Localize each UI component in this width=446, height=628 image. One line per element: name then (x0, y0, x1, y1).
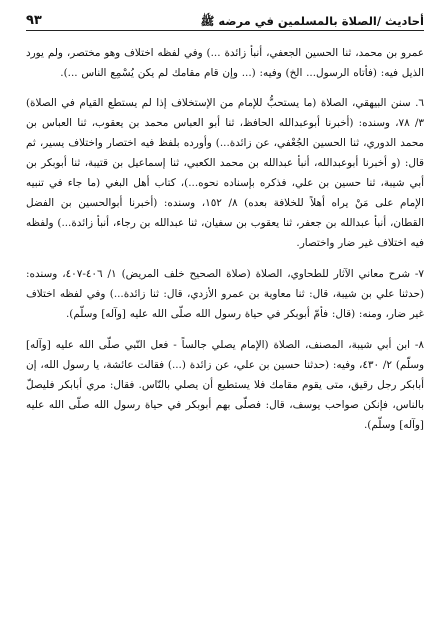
document-page (26, 8, 424, 620)
running-title: أحاديث /الصلاة بالمسلمين في مرضه ﷺ (200, 14, 424, 28)
paragraph-6-bayhaqi: ٦. سنن البيهقي، الصلاة (ما يستحبُّ للإمام من الإستخلاف إذا لم يستطع القيام في الصلاة) ٣/ ٧٨، وسنده: (أخبرنا أبوعبدالله الحافظ، ثنا أبو العباس محمد بن يعقوب، ثنا العباس بن محمد الدوري، ثنا الحسين الجُعْفي، عن زائدة...) وأورده بلفظ فيه اختصار واختلاف يسير، ثم قال: (و أخبرنا أبوعبدالله، أنبأ عبدالله بن محمد الكعبي، ثنا إسماعيل بن قتيبة، ثنا أبوبكر بن أبي شيبة، ثنا حسين بن علي، فذكره بإسناده نحوه...)، كتاب أهل البغي (ما جاء في تنبيه الإمام على مَنْ يراه أهلاً للخلافة بعده) ٨/ ١٥٢، وسنده: (أخبرنا أبوالحسين بن الفضل القطان، أنبأ عبدالله بن جعفر، ثنا يعقوب بن سفيان، ثنا عبدالله بن رجاء، أنبأ زائدة...) ولفظه فيه اختلاف غير ضار واختصار. (26, 97, 424, 249)
page-header (26, 8, 424, 31)
page-number: ٩٣ (26, 13, 42, 28)
paragraph-8-ibn-abi-shayba: ٨- ابن أبي شيبة، المصنف، الصلاة (الإمام يصلي جالساً - فعل النّبي صلّى الله عليه [وآله] وسلّم) ٢/ ٤٣٠، وفيه: (حدثنا حسين بن علي، عن زائدة (...) فقالت عائشة، يا رسول الله، إن أبابكر رجل رقيق، متى يقوم مقامك فلا يستطيع أن يصلي بالنّاس. فقال: مري أبابكر فليصلّ بالناس، فإنكن صواحب يوسف، قال: فصلّى بهم أبوبكر في حياة رسول الله صلّى الله عليه [وآله] وسلّم). (26, 339, 424, 431)
paragraph-continuation: عمرو بن محمد، ثنا الحسين الجعفي، أنبأ زائدة ...) وفي لفظه اختلاف وهو مختصر، ولم يورد الذيل فيه: (فأتاه الرسول... الخ) وفيه: (... وإن قام مقامك لم يكن يُسْمِع الناس ...). (26, 47, 424, 79)
paragraph-7-tahawi: ٧- شرح معاني الآثار للطحاوي، الصلاة (صلاة الصحيح خلف المريض) ١/ ٤٠٦-٤٠٧، وسنده: (حدثنا علي بن شيبة، قال: ثنا معاوية بن عمرو الأزدي، قال: ثنا زائدة...) وفي لفظه اختلاف غير ضار، ومنه: (قال: فأمّ أبوبكر في حياة رسول الله صلّى الله عليه [وآله] وسلّم). (26, 268, 424, 320)
body-text (26, 43, 424, 435)
